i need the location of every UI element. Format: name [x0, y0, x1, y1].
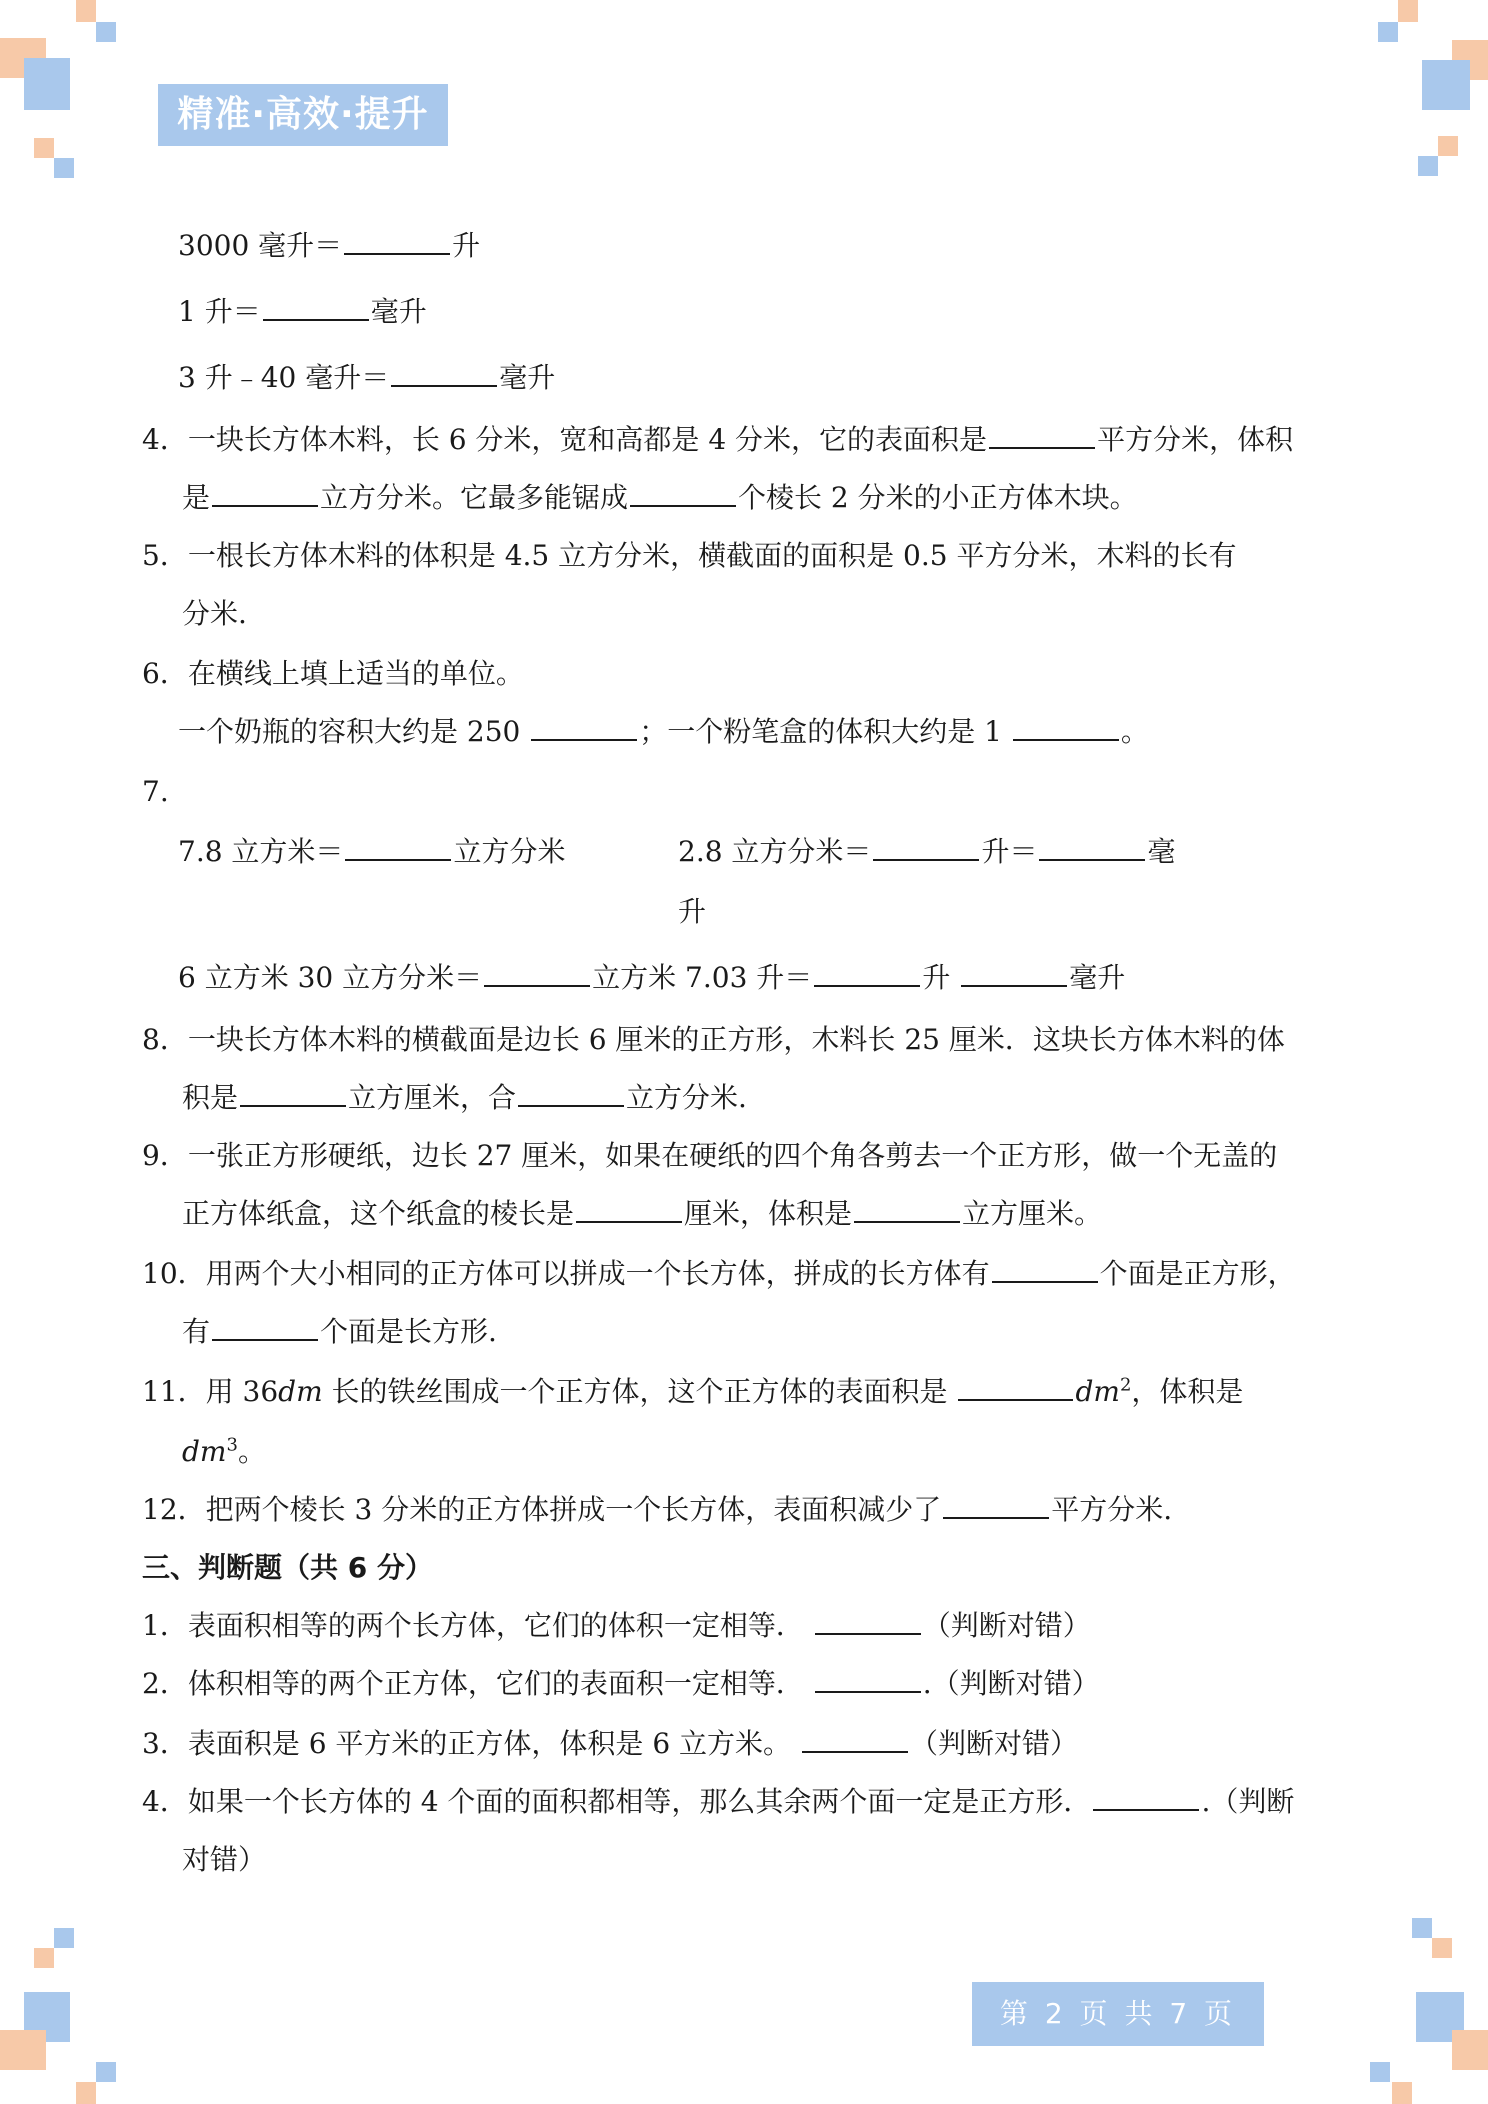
- question-10-cont: [182, 1312, 497, 1352]
- question-11-cont: [182, 1432, 266, 1472]
- answer-blank[interactable]: [815, 1607, 921, 1635]
- answer-blank[interactable]: [989, 421, 1095, 449]
- text: 升: [922, 961, 951, 994]
- text: 毫升: [370, 295, 427, 328]
- question-8: [142, 1020, 1285, 1060]
- question-7a: [178, 832, 565, 872]
- line-l2: [178, 292, 427, 332]
- brand-banner: 精准·高效·提升: [158, 84, 448, 146]
- text: 一个奶瓶的容积大约是 250: [178, 715, 521, 748]
- text: 2.8 立方分米＝: [678, 835, 872, 868]
- text: 毫升: [499, 361, 556, 394]
- text: 升＝: [981, 835, 1038, 868]
- text: 积是: [182, 1081, 239, 1114]
- answer-blank[interactable]: [484, 959, 590, 987]
- text: ；一个粉笔盒的体积大约是 1: [639, 715, 1002, 748]
- answer-blank[interactable]: [958, 1373, 1073, 1401]
- answer-blank[interactable]: [630, 479, 736, 507]
- text: .（判断: [1201, 1785, 1295, 1818]
- judgement-3: [142, 1724, 1078, 1764]
- answer-blank[interactable]: [263, 293, 369, 321]
- question-9-cont: [182, 1194, 1102, 1234]
- text: 升: [452, 229, 481, 262]
- question-5: [142, 536, 1236, 576]
- text: 5．一根长方体木料的体积是 4.5 立方分米，横截面的面积是 0.5 平方分米，木料的长有: [142, 539, 1237, 572]
- text: 毫升: [1069, 961, 1126, 994]
- text: 正方体纸盒，这个纸盒的棱长是: [182, 1197, 575, 1230]
- answer-blank[interactable]: [802, 1725, 908, 1753]
- text: 是: [182, 481, 211, 514]
- text: 4．如果一个长方体的 4 个面的面积都相等，那么其余两个面一定是正方形．: [142, 1785, 1092, 1818]
- answer-blank[interactable]: [344, 227, 450, 255]
- text: 立方米 7.03 升＝: [592, 961, 813, 994]
- answer-blank[interactable]: [854, 1195, 960, 1223]
- text: 1．表面积相等的两个长方体，它们的体积一定相等．: [142, 1609, 804, 1642]
- section-heading: 三、判断题（共 6 分）: [142, 1551, 433, 1584]
- text: 7.8 立方米＝: [178, 835, 344, 868]
- text: 。: [237, 1435, 266, 1468]
- answer-blank[interactable]: [943, 1491, 1049, 1519]
- question-10: [142, 1254, 1296, 1294]
- answer-blank[interactable]: [576, 1195, 682, 1223]
- text: 升: [678, 895, 707, 928]
- answer-blank[interactable]: [518, 1079, 624, 1107]
- text: 10．用两个大小相同的正方体可以拼成一个长方体，拼成的长方体有: [142, 1257, 990, 1290]
- answer-blank[interactable]: [961, 959, 1067, 987]
- text: 8．一块长方体木料的横截面是边长 6 厘米的正方形，木料长 25 厘米．这块长方体木料的体: [142, 1023, 1285, 1056]
- text: 3．表面积是 6 平方米的正方体，体积是 6 立方米。: [142, 1727, 792, 1760]
- page-number: 第 2 页 共 7 页: [972, 1982, 1264, 2046]
- answer-blank[interactable]: [1093, 1783, 1199, 1811]
- text: 毫: [1147, 835, 1176, 868]
- text: 11．用 36: [142, 1375, 279, 1408]
- answer-blank[interactable]: [212, 1313, 318, 1341]
- line-l3: [178, 358, 555, 398]
- question-7: [142, 772, 169, 812]
- text: 分米.: [182, 597, 247, 630]
- text: 长的铁丝围成一个正方体，这个正方体的表面积是: [322, 1375, 948, 1408]
- unit-text: dm: [182, 1435, 227, 1468]
- question-7b-cont: [678, 892, 706, 932]
- text: （判断对错）: [909, 1727, 1078, 1760]
- text: 有: [182, 1315, 211, 1348]
- text: .（判断对错）: [922, 1667, 1100, 1700]
- answer-blank[interactable]: [992, 1255, 1098, 1283]
- question-8-cont: [182, 1078, 747, 1118]
- answer-blank[interactable]: [873, 833, 979, 861]
- text: 2．体积相等的两个正方体，它们的表面积一定相等．: [142, 1667, 804, 1700]
- unit-text: dm: [278, 1375, 323, 1408]
- question-7b: [678, 832, 1175, 872]
- text: 3 升﹣40 毫升＝: [178, 361, 390, 394]
- text: 平方分米，体积: [1097, 423, 1294, 456]
- text: 3000 毫升＝: [178, 229, 343, 262]
- judgement-1: [142, 1606, 1091, 1646]
- answer-blank[interactable]: [391, 359, 497, 387]
- text: 1 升＝: [178, 295, 261, 328]
- text: 4．一块长方体木料，长 6 分米，宽和高都是 4 分米，它的表面积是: [142, 423, 988, 456]
- question-5-cont: [182, 594, 247, 634]
- text: 立方分米。它最多能锯成: [320, 481, 629, 514]
- text: 7.: [142, 775, 169, 808]
- line-l1: [178, 226, 480, 266]
- text: 个棱长 2 分米的小正方体木块。: [738, 481, 1138, 514]
- question-6: [142, 654, 524, 694]
- text: （判断对错）: [922, 1609, 1091, 1642]
- answer-blank[interactable]: [815, 1665, 921, 1693]
- question-12: [142, 1490, 1172, 1530]
- question-11: [142, 1372, 1243, 1412]
- answer-blank[interactable]: [212, 479, 318, 507]
- text: 立方厘米，合: [348, 1081, 517, 1114]
- judgement-2: [142, 1664, 1100, 1704]
- text: 立方分米: [453, 835, 566, 868]
- answer-blank[interactable]: [814, 959, 920, 987]
- text: ，体积是: [1131, 1375, 1244, 1408]
- answer-blank[interactable]: [1013, 713, 1119, 741]
- text: 平方分米.: [1051, 1493, 1173, 1526]
- superscript: 3: [226, 1434, 238, 1456]
- judgement-4-cont: [182, 1840, 266, 1880]
- text: 6 立方米 30 立方分米＝: [178, 961, 483, 994]
- text: 。: [1120, 715, 1149, 748]
- answer-blank[interactable]: [1039, 833, 1145, 861]
- answer-blank[interactable]: [240, 1079, 346, 1107]
- superscript: 2: [1119, 1374, 1132, 1396]
- answer-blank[interactable]: [531, 713, 637, 741]
- question-7c: [178, 958, 1125, 998]
- text: 厘米，体积是: [684, 1197, 853, 1230]
- question-6-cont: [178, 712, 1149, 752]
- answer-blank[interactable]: [345, 833, 451, 861]
- text: 对错）: [182, 1843, 267, 1876]
- text: 12．把两个棱长 3 分米的正方体拼成一个长方体，表面积减少了: [142, 1493, 942, 1526]
- text: 6．在横线上填上适当的单位。: [142, 657, 524, 690]
- text: 立方厘米。: [962, 1197, 1103, 1230]
- question-4-cont: [182, 478, 1138, 518]
- text: 9．一张正方形硬纸，边长 27 厘米，如果在硬纸的四个角各剪去一个正方形，做一个无盖的: [142, 1139, 1278, 1172]
- question-9: [142, 1136, 1277, 1176]
- text: 个面是正方形，: [1099, 1257, 1296, 1290]
- judgement-4: [142, 1782, 1294, 1822]
- unit-text: dm: [1075, 1375, 1120, 1408]
- text: 立方分米.: [626, 1081, 747, 1114]
- question-4: [142, 420, 1293, 460]
- text: 个面是长方形.: [320, 1315, 497, 1348]
